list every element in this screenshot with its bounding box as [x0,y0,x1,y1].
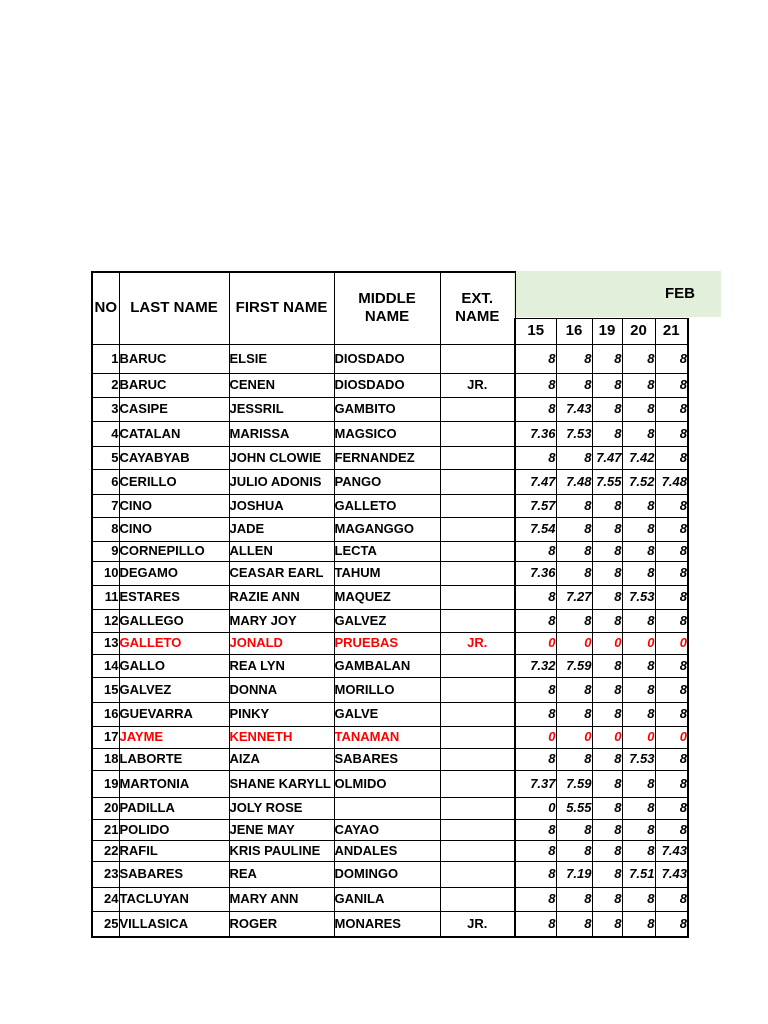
ext-name-cell [440,840,515,861]
row-number: 1 [92,344,119,373]
day-value-cell: 8 [556,494,592,517]
middle-name-cell: TANAMAN [334,726,440,748]
middle-name-cell: PRUEBAS [334,632,440,654]
day-value-cell: 8 [622,654,655,677]
day-value-cell: 7.54 [515,517,556,541]
middle-name-cell: GALLETO [334,494,440,517]
day-header: 19 [592,318,622,344]
middle-name-cell: DOMINGO [334,861,440,887]
ext-name-cell [440,654,515,677]
last-name-cell: CERILLO [119,469,229,494]
row-number: 16 [92,702,119,726]
day-value-cell: 8 [515,585,556,609]
day-value-cell: 7.37 [515,770,556,797]
first-name-cell: SHANE KARYLL [229,770,334,797]
day-value-cell: 8 [515,609,556,632]
day-value-cell: 7.47 [592,446,622,469]
day-value-cell: 8 [622,517,655,541]
table-row [92,748,688,770]
day-value-cell: 0 [622,632,655,654]
day-value-cell: 0 [515,797,556,819]
last-name-cell: BARUC [119,344,229,373]
day-value-cell: 8 [655,702,688,726]
day-value-cell: 8 [592,887,622,911]
last-name-cell: POLIDO [119,819,229,840]
day-value-cell: 7.32 [515,654,556,677]
day-value-cell: 7.43 [556,397,592,421]
day-value-cell: 8 [592,911,622,937]
day-value-cell: 7.48 [655,469,688,494]
table-row [92,373,688,397]
day-value-cell: 8 [622,373,655,397]
day-value-cell: 0 [655,726,688,748]
day-value-cell: 0 [592,632,622,654]
day-value-cell: 7.59 [556,654,592,677]
last-name-cell: CINO [119,517,229,541]
middle-name-cell: FERNANDEZ [334,446,440,469]
first-name-cell: DONNA [229,677,334,702]
day-value-cell: 0 [622,726,655,748]
day-header: 20 [622,318,655,344]
row-number: 12 [92,609,119,632]
ext-name-cell [440,344,515,373]
day-value-cell: 8 [622,887,655,911]
first-name-cell: MARY JOY [229,609,334,632]
row-number: 22 [92,840,119,861]
day-value-cell: 8 [592,421,622,446]
day-value-cell: 8 [592,677,622,702]
last-name-cell: GALLEGO [119,609,229,632]
col-header-last-name: LAST NAME [119,272,229,344]
last-name-cell: DEGAMO [119,561,229,585]
table-row [92,541,688,561]
first-name-cell: REA LYN [229,654,334,677]
ext-name-cell [440,397,515,421]
day-value-cell: 8 [515,702,556,726]
ext-name-cell [440,819,515,840]
day-value-cell: 8 [655,421,688,446]
first-name-cell: JOSHUA [229,494,334,517]
first-name-cell: REA [229,861,334,887]
table-row [92,702,688,726]
day-value-cell: 8 [556,609,592,632]
middle-name-cell: SABARES [334,748,440,770]
day-value-cell: 8 [655,517,688,541]
table-row [92,494,688,517]
table-row [92,609,688,632]
day-value-cell: 8 [515,541,556,561]
ext-name-cell: JR. [440,911,515,937]
col-header-no: NO [92,272,119,344]
first-name-cell: AIZA [229,748,334,770]
table-row [92,677,688,702]
day-value-cell: 8 [655,344,688,373]
day-value-cell: 8 [515,887,556,911]
day-value-cell: 8 [556,446,592,469]
day-value-cell: 7.53 [622,748,655,770]
ext-name-cell [440,702,515,726]
row-number: 19 [92,770,119,797]
middle-name-cell: MONARES [334,911,440,937]
day-value-cell: 8 [515,397,556,421]
day-value-cell: 7.42 [622,446,655,469]
day-value-cell: 8 [655,654,688,677]
last-name-cell: VILLASICA [119,911,229,937]
row-number: 5 [92,446,119,469]
day-value-cell: 8 [515,373,556,397]
row-number: 13 [92,632,119,654]
row-number: 17 [92,726,119,748]
day-value-cell: 7.57 [515,494,556,517]
first-name-cell: PINKY [229,702,334,726]
day-value-cell: 7.55 [592,469,622,494]
day-value-cell: 8 [592,748,622,770]
day-value-cell: 8 [556,517,592,541]
day-value-cell: 7.53 [622,585,655,609]
day-value-cell: 8 [592,609,622,632]
last-name-cell: CAYABYAB [119,446,229,469]
day-value-cell: 8 [655,748,688,770]
day-value-cell: 8 [622,840,655,861]
day-value-cell: 8 [655,561,688,585]
day-value-cell: 8 [655,373,688,397]
day-value-cell: 8 [655,770,688,797]
row-number: 14 [92,654,119,677]
day-value-cell: 8 [622,819,655,840]
row-number: 15 [92,677,119,702]
ext-name-cell [440,726,515,748]
col-header-middle-name: MIDDLE NAME [334,272,440,344]
middle-name-cell: ANDALES [334,840,440,861]
day-value-cell: 8 [556,677,592,702]
month-header-cell [515,272,688,318]
last-name-cell: LABORTE [119,748,229,770]
day-value-cell: 8 [655,609,688,632]
day-value-cell: 5.55 [556,797,592,819]
table-row [92,911,688,937]
table-row [92,819,688,840]
day-value-cell: 8 [556,911,592,937]
ext-name-cell [440,677,515,702]
day-value-cell: 8 [556,561,592,585]
table-row [92,726,688,748]
day-value-cell: 8 [655,887,688,911]
table-row [92,632,688,654]
day-value-cell: 8 [655,446,688,469]
ext-name-cell: JR. [440,632,515,654]
last-name-cell: GALVEZ [119,677,229,702]
header-row-top [92,272,688,318]
day-value-cell: 7.43 [655,840,688,861]
last-name-cell: RAFIL [119,840,229,861]
day-value-cell: 8 [655,397,688,421]
day-value-cell: 8 [592,517,622,541]
day-header: 15 [515,318,556,344]
day-value-cell: 8 [556,840,592,861]
table-body [92,344,688,937]
day-header: 21 [655,318,688,344]
ext-name-cell [440,797,515,819]
day-value-cell: 8 [622,421,655,446]
table-row [92,585,688,609]
last-name-cell: BARUC [119,373,229,397]
last-name-cell: ESTARES [119,585,229,609]
day-value-cell: 8 [622,770,655,797]
day-value-cell: 8 [592,702,622,726]
day-value-cell: 8 [622,541,655,561]
middle-name-cell: OLMIDO [334,770,440,797]
day-value-cell: 7.48 [556,469,592,494]
day-value-cell: 8 [655,677,688,702]
day-value-cell: 7.36 [515,561,556,585]
ext-name-cell [440,861,515,887]
middle-name-cell: TAHUM [334,561,440,585]
first-name-cell: JOLY ROSE [229,797,334,819]
ext-name-cell [440,469,515,494]
table-row [92,397,688,421]
row-number: 9 [92,541,119,561]
day-value-cell: 8 [515,840,556,861]
middle-name-cell: GAMBALAN [334,654,440,677]
first-name-cell: JADE [229,517,334,541]
day-value-cell: 8 [556,887,592,911]
ext-name-cell [440,517,515,541]
day-value-cell: 0 [556,632,592,654]
day-value-cell: 8 [655,819,688,840]
row-number: 24 [92,887,119,911]
row-number: 11 [92,585,119,609]
middle-name-cell: LECTA [334,541,440,561]
first-name-cell: ROGER [229,911,334,937]
day-value-cell: 8 [622,397,655,421]
middle-name-cell: GANILA [334,887,440,911]
table-row [92,446,688,469]
middle-name-cell: GALVE [334,702,440,726]
first-name-cell: KENNETH [229,726,334,748]
day-value-cell: 8 [592,397,622,421]
ext-name-cell [440,887,515,911]
day-value-cell: 7.27 [556,585,592,609]
first-name-cell: JULIO ADONIS [229,469,334,494]
day-value-cell: 8 [592,797,622,819]
day-header: 16 [556,318,592,344]
row-number: 8 [92,517,119,541]
day-value-cell: 0 [515,632,556,654]
first-name-cell: MARY ANN [229,887,334,911]
first-name-cell: MARISSA [229,421,334,446]
table-row [92,654,688,677]
ext-name-cell [440,421,515,446]
last-name-cell: CORNEPILLO [119,541,229,561]
last-name-cell: SABARES [119,861,229,887]
day-value-cell: 8 [592,541,622,561]
attendance-table [91,271,689,938]
table-row [92,797,688,819]
first-name-cell: CENEN [229,373,334,397]
day-value-cell: 8 [556,541,592,561]
day-value-cell: 7.53 [556,421,592,446]
day-value-cell: 0 [515,726,556,748]
row-number: 3 [92,397,119,421]
middle-name-cell: MAQUEZ [334,585,440,609]
day-value-cell: 8 [592,861,622,887]
day-value-cell: 0 [592,726,622,748]
table-row [92,887,688,911]
first-name-cell: KRIS PAULINE [229,840,334,861]
day-value-cell: 8 [592,840,622,861]
day-value-cell: 8 [515,344,556,373]
day-value-cell: 8 [592,373,622,397]
day-value-cell: 8 [556,373,592,397]
row-number: 6 [92,469,119,494]
first-name-cell: JESSRIL [229,397,334,421]
day-value-cell: 8 [592,344,622,373]
day-value-cell: 8 [655,541,688,561]
table-row [92,344,688,373]
first-name-cell: ELSIE [229,344,334,373]
middle-name-cell: CAYAO [334,819,440,840]
ext-name-cell [440,585,515,609]
row-number: 18 [92,748,119,770]
ext-name-cell [440,446,515,469]
middle-name-cell: MAGSICO [334,421,440,446]
last-name-cell: JAYME [119,726,229,748]
day-value-cell: 8 [655,797,688,819]
last-name-cell: GALLO [119,654,229,677]
last-name-cell: MARTONIA [119,770,229,797]
ext-name-cell [440,770,515,797]
last-name-cell: CINO [119,494,229,517]
day-value-cell: 7.47 [515,469,556,494]
day-value-cell: 8 [556,819,592,840]
month-label: FEB [665,285,695,302]
table-row [92,517,688,541]
middle-name-cell: DIOSDADO [334,373,440,397]
day-value-cell: 8 [592,494,622,517]
row-number: 7 [92,494,119,517]
day-value-cell: 7.59 [556,770,592,797]
day-value-cell: 7.51 [622,861,655,887]
first-name-cell: RAZIE ANN [229,585,334,609]
day-value-cell: 7.52 [622,469,655,494]
day-value-cell: 8 [655,494,688,517]
day-value-cell: 8 [515,861,556,887]
last-name-cell: GUEVARRA [119,702,229,726]
row-number: 21 [92,819,119,840]
day-value-cell: 8 [556,702,592,726]
middle-name-cell: GAMBITO [334,397,440,421]
row-number: 4 [92,421,119,446]
table-row [92,561,688,585]
first-name-cell: JOHN CLOWIE [229,446,334,469]
row-number: 10 [92,561,119,585]
day-value-cell: 0 [556,726,592,748]
day-value-cell: 8 [622,677,655,702]
last-name-cell: GALLETO [119,632,229,654]
middle-name-cell [334,797,440,819]
day-value-cell: 8 [622,344,655,373]
ext-name-cell [440,561,515,585]
day-value-cell: 8 [515,748,556,770]
last-name-cell: CASIPE [119,397,229,421]
day-value-cell: 8 [592,585,622,609]
middle-name-cell: MORILLO [334,677,440,702]
day-value-cell: 7.19 [556,861,592,887]
day-value-cell: 8 [622,561,655,585]
day-value-cell: 8 [622,911,655,937]
table-row [92,469,688,494]
day-value-cell: 8 [556,344,592,373]
month-header-clip [665,271,768,317]
first-name-cell: ALLEN [229,541,334,561]
day-value-cell: 8 [515,446,556,469]
day-value-cell: 8 [592,819,622,840]
last-name-cell: CATALAN [119,421,229,446]
day-value-cell: 8 [556,748,592,770]
day-value-cell: 8 [622,702,655,726]
col-header-ext-name: EXT. NAME [440,272,515,344]
last-name-cell: PADILLA [119,797,229,819]
first-name-cell: CEASAR EARL [229,561,334,585]
day-value-cell: 7.36 [515,421,556,446]
ext-name-cell [440,748,515,770]
day-value-cell: 8 [622,797,655,819]
day-value-cell: 0 [655,632,688,654]
ext-name-cell [440,494,515,517]
middle-name-cell: DIOSDADO [334,344,440,373]
middle-name-cell: MAGANGGO [334,517,440,541]
row-number: 25 [92,911,119,937]
day-value-cell: 8 [592,654,622,677]
table-row [92,861,688,887]
day-value-cell: 8 [592,561,622,585]
middle-name-cell: GALVEZ [334,609,440,632]
row-number: 2 [92,373,119,397]
ext-name-cell: JR. [440,373,515,397]
ext-name-cell [440,609,515,632]
table-row [92,421,688,446]
table-row [92,770,688,797]
day-value-cell: 8 [592,770,622,797]
first-name-cell: JONALD [229,632,334,654]
middle-name-cell: PANGO [334,469,440,494]
day-value-cell: 8 [515,911,556,937]
table-row [92,840,688,861]
row-number: 23 [92,861,119,887]
col-header-first-name: FIRST NAME [229,272,334,344]
ext-name-cell [440,541,515,561]
day-value-cell: 8 [515,677,556,702]
day-value-cell: 7.43 [655,861,688,887]
day-value-cell: 8 [622,494,655,517]
day-value-cell: 8 [622,609,655,632]
day-value-cell: 8 [515,819,556,840]
last-name-cell: TACLUYAN [119,887,229,911]
row-number: 20 [92,797,119,819]
day-value-cell: 8 [655,585,688,609]
day-value-cell: 8 [655,911,688,937]
first-name-cell: JENE MAY [229,819,334,840]
